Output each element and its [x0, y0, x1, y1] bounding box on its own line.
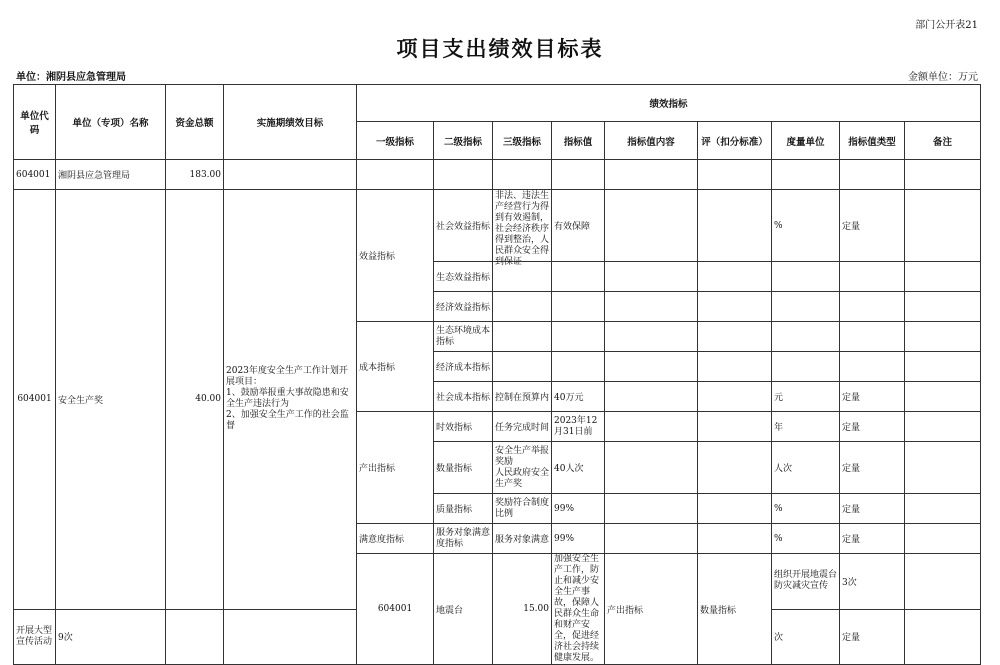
performance-table: [13, 84, 981, 665]
cell-l3: [493, 494, 552, 524]
cell-value: [552, 412, 605, 442]
cell-l3: 控制在预算内: [493, 382, 552, 412]
cell-value: 3次: [840, 554, 905, 610]
l3-text: 非法、违法生产经营行为得到有效遏制，社会经济秩序得到整治，人民群众安全得到保证: [495, 190, 550, 267]
cell-l2: 数量指标: [698, 554, 772, 665]
cell-l2: 生态效益指标: [434, 262, 493, 292]
cell-l1: 满意度指标: [357, 524, 434, 554]
l2-text: 生态环境成本指标: [436, 325, 491, 347]
cell-l1: 产出指标: [357, 412, 434, 524]
cell-l3: [772, 554, 840, 610]
cell-l2: 质量指标: [434, 494, 493, 524]
col-l1: 一级指标: [357, 122, 434, 160]
cell-type: 定量: [840, 524, 905, 554]
col-content: 指标值内容: [605, 122, 698, 160]
cell-code: 604001: [357, 554, 434, 665]
value-text: 2023年12月31日前: [554, 415, 598, 437]
col-name: 单位（专项）名称: [56, 85, 166, 160]
l3-text: 奖励符合制度比例: [495, 497, 550, 519]
cell-name: 安全生产奖: [56, 190, 166, 610]
cell-l3: 服务对象满意: [493, 524, 552, 554]
cell-l1: 产出指标: [605, 554, 698, 665]
cell-name: 湘阴县应急管理局: [56, 160, 166, 190]
cell-value: 40人次: [552, 442, 605, 494]
col-score: 评（扣分标准）: [698, 122, 772, 160]
col-measure: 度量单位: [772, 122, 840, 160]
l3-text: 组织开展地震台防灾减灾宣传: [774, 570, 838, 592]
col-l3: 三级指标: [493, 122, 552, 160]
col-type: 指标值类型: [840, 122, 905, 160]
cell-measure: %: [772, 494, 840, 524]
cell-type: 定量: [840, 494, 905, 524]
col-indicators: 绩效指标: [357, 85, 981, 122]
cell-l2: 时效指标: [434, 412, 493, 442]
cell-value: 40万元: [552, 382, 605, 412]
col-code: 单位代码: [14, 85, 56, 160]
cell-measure: 次: [772, 609, 840, 665]
cell-l1: 成本指标: [357, 322, 434, 412]
cell-type: 定量: [840, 190, 905, 262]
l3-text: 开展大型宣传活动: [16, 625, 53, 647]
cell-value: 9次: [56, 609, 166, 665]
cell-type: 定量: [840, 412, 905, 442]
cell-l3: [493, 190, 552, 267]
cell-target: [552, 554, 605, 665]
target-text: 2023年度安全生产工作计划开展项目： 1、鼓励举报重大事故隐患和安全生产违法行为 2、加强安全生产工作的社会监督: [226, 366, 349, 432]
cell-l3: 任务完成时间: [493, 412, 552, 442]
table-number: 部门公开表21: [915, 20, 978, 31]
col-amount: 资金总额: [166, 85, 224, 160]
col-remark: 备注: [905, 122, 981, 160]
money-unit-label: 金额单位：万元: [908, 72, 978, 83]
cell-type: 定量: [840, 609, 905, 665]
l2-text: 服务对象满意度指标: [436, 527, 491, 549]
cell-l1: 效益指标: [357, 190, 434, 322]
cell-measure: 年: [772, 412, 840, 442]
cell-name: 地震台: [434, 554, 493, 665]
cell-amount: 40.00: [166, 190, 224, 610]
table-row: [14, 160, 981, 190]
cell-measure: 人次: [772, 442, 840, 494]
table-row: [14, 190, 981, 262]
cell-measure: %: [772, 190, 840, 262]
cell-type: 定量: [840, 382, 905, 412]
cell-l2: 社会效益指标: [434, 190, 493, 262]
l3-text: 安全生产举报奖励 人民政府安全生产奖: [495, 445, 550, 489]
col-target: 实施期绩效目标: [224, 85, 357, 160]
target-text: 加强安全生产工作，防止和减少安全生产事故，保障人民群众生命和财产安全，促进经济社会持续健康发展。: [554, 554, 600, 663]
cell-type: 定量: [840, 442, 905, 494]
cell-value: 99%: [552, 524, 605, 554]
col-l2: 二级指标: [434, 122, 493, 160]
col-value: 指标值: [552, 122, 605, 160]
page-title: 项目支出绩效目标表: [396, 36, 604, 61]
cell-value: 有效保障: [552, 190, 605, 262]
cell-l2: 社会成本指标: [434, 382, 493, 412]
cell-measure: 元: [772, 382, 840, 412]
unit-label: 单位：湘阴县应急管理局: [16, 72, 126, 83]
cell-l2: [434, 322, 493, 352]
cell-l2: 经济效益指标: [434, 292, 493, 322]
cell-amount: 183.00: [166, 160, 224, 190]
header-row: [14, 85, 981, 122]
cell-code: 604001: [14, 160, 56, 190]
cell-value: 99%: [552, 494, 605, 524]
cell-l3: [493, 442, 552, 494]
cell-l2: 数量指标: [434, 442, 493, 494]
cell-target: [224, 190, 357, 610]
cell-amount: 15.00: [493, 554, 552, 665]
cell-measure: %: [772, 524, 840, 554]
cell-l2: 经济成本指标: [434, 352, 493, 382]
cell-l2: [434, 524, 493, 554]
cell-code: 604001: [14, 190, 56, 610]
cell-l3: [14, 609, 56, 665]
